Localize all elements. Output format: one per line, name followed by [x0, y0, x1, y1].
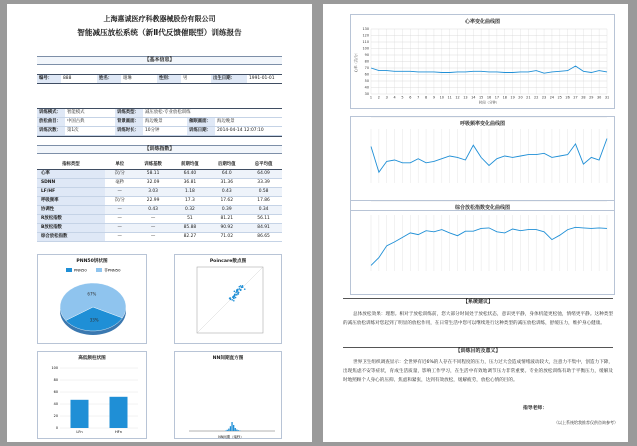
- poincare-point: [236, 294, 238, 296]
- chart-xtick: 18: [502, 95, 507, 100]
- indices-cell: 1.18: [172, 187, 209, 196]
- indices-metric-name: 呼吸频率: [37, 196, 105, 205]
- config-value: 中国古典: [67, 119, 85, 124]
- nn-histogram-bar: [231, 422, 232, 431]
- nn-histogram-bar: [227, 430, 228, 431]
- field-value: 1991-01-01: [247, 75, 282, 84]
- poincare-point: [239, 286, 241, 288]
- chart-xtick: 3: [385, 95, 388, 100]
- nn-histogram-bar: [235, 428, 236, 431]
- indices-cell: 22.99: [135, 196, 172, 205]
- lfhf-title: 高低频柱状图: [78, 356, 106, 361]
- pie-slice-label: 67%: [87, 291, 97, 297]
- pnn50-svg: [38, 255, 148, 345]
- indices-row: [37, 205, 282, 214]
- poincare-point: [238, 293, 240, 295]
- chart-ytick: 50: [364, 79, 369, 84]
- nn-histogram-bars: [225, 422, 241, 431]
- config-label: 训练次数：: [37, 127, 65, 136]
- relax-chart: [350, 200, 615, 295]
- indices-cell: 0.43: [135, 205, 172, 214]
- signature-label: 指导老师：: [523, 406, 547, 411]
- indices-cell: 3.03: [135, 187, 172, 196]
- poincare-point: [242, 286, 244, 288]
- indices-cell: —: [105, 214, 135, 223]
- relax-svg: [351, 201, 616, 296]
- field-label: 出生日期：: [211, 75, 247, 84]
- chart-ytick: 120: [362, 33, 369, 38]
- indices-header-cell: 单位: [105, 159, 135, 169]
- poincare-point: [244, 288, 246, 290]
- config-value: 10分钟: [145, 128, 160, 133]
- chart-xtick: 30: [596, 95, 602, 100]
- chart-xtick: 21: [526, 95, 531, 100]
- indices-cell: —: [135, 214, 172, 223]
- poincare-point: [233, 300, 235, 302]
- indices-metric-name: 协调性: [37, 205, 105, 214]
- indices-row: [37, 214, 282, 223]
- indices-cell: 64.0: [208, 169, 245, 178]
- lfhf-svg: [38, 352, 148, 440]
- chart-xtick: 11: [447, 95, 452, 100]
- config-label: 训练日期：: [187, 127, 215, 136]
- lfhf-ytick: 20: [53, 414, 58, 419]
- config-label: 放松曲目：: [37, 118, 65, 127]
- lfhf-ytick: 80: [53, 378, 58, 383]
- poincare-point: [242, 285, 244, 287]
- chart-xtick: 17: [494, 95, 500, 100]
- indices-row: [37, 187, 282, 196]
- basic-info-table: [37, 74, 282, 84]
- poincare-point: [235, 297, 237, 299]
- indices-row: [37, 178, 282, 187]
- indices-metric-name: LF/HF: [37, 187, 105, 196]
- relax-title: 综合放松指数变化曲线图: [454, 205, 510, 211]
- poincare-point: [231, 299, 233, 301]
- field-label: 性别：: [157, 75, 181, 84]
- chart-xtick: 12: [455, 95, 460, 100]
- indices-cell: 51: [172, 214, 209, 223]
- knowledge-heading: 【训练目的及意义】: [343, 347, 613, 356]
- lfhf-ytick: 60: [53, 390, 58, 395]
- indices-cell: 32.09: [135, 178, 172, 187]
- field-label: 编号：: [37, 75, 61, 84]
- chart-ytick: 130: [362, 27, 369, 32]
- basic-info-heading: 【基本信息】: [37, 56, 282, 65]
- suggestion-text: 总体放松效果：理想。相对于放松训练前，您大部分时间处于放松状态，意识更平静，身体机能更松弛，情绪更平静。这种类型的减压放松训练对您起到了明显的放松作用，在日常生活中您可以继续进行这种类型的减压放松训练，舒缓压力，维护身心健康。: [343, 312, 613, 326]
- chart-ytick: 110: [362, 40, 369, 45]
- config-label: 催眠画面：: [187, 118, 215, 127]
- indices-cell: 33.39: [245, 178, 282, 187]
- breath-svg: [351, 117, 616, 212]
- nn-histogram-chart: [174, 351, 282, 439]
- lfhf-bar: [71, 400, 89, 428]
- chart-ylabel: 心率（次/分）: [354, 50, 358, 73]
- chart-xtick: 7: [417, 95, 420, 100]
- footer-note: （以上系统给我推荐仅供咨询参考）: [554, 420, 618, 425]
- config-value: 2014-04-14 12:07:10: [217, 128, 264, 133]
- config-label: 训练模式：: [37, 109, 65, 118]
- poincare-point: [233, 297, 235, 299]
- report-title: 智能减压放松系统（新Ⅱ代反馈催眠型）训练报告: [77, 28, 242, 37]
- chart-xtick: 13: [463, 95, 468, 100]
- poincare-point: [236, 289, 238, 291]
- indices-cell: 71.02: [208, 232, 245, 241]
- poincare-point: [238, 292, 240, 294]
- training-indices-table: [37, 159, 282, 242]
- chart-xtick: 19: [510, 95, 515, 100]
- nn-histogram-bar: [228, 429, 229, 431]
- chart-xtick: 27: [573, 95, 578, 100]
- nn-histogram-bar: [233, 425, 234, 431]
- breath-chart: [350, 116, 615, 211]
- poincare-chart: [174, 254, 282, 344]
- chart-xtick: 1: [369, 95, 373, 100]
- indices-row: [37, 196, 282, 205]
- chart-ytick: 100: [362, 46, 369, 51]
- config-value: 第1次: [67, 128, 79, 133]
- lfhf-category-label: HFn: [114, 430, 123, 434]
- chart-xtick: 24: [549, 95, 555, 100]
- report-page-left: [7, 4, 312, 442]
- chart-xtick: 4: [393, 95, 396, 100]
- chart-xtick: 20: [518, 95, 523, 100]
- indices-header-cell: 后期均值: [208, 159, 245, 169]
- poincare-point: [234, 291, 236, 293]
- chart-xtick: 15: [478, 95, 484, 100]
- indices-cell: 17.86: [245, 196, 282, 205]
- chart-xlabel: 时间（分钟）: [478, 100, 500, 105]
- config-value: 智能模式: [67, 110, 85, 115]
- chart-ytick: 90: [364, 53, 369, 58]
- heart-rate-chart: [350, 14, 615, 109]
- chart-xtick: 14: [471, 95, 476, 100]
- indices-cell: 0.34: [245, 205, 282, 214]
- indices-cell: 90.92: [208, 223, 245, 232]
- indices-cell: 81.21: [208, 214, 245, 223]
- chart-xtick: 28: [581, 95, 586, 100]
- indices-cell: —: [105, 232, 135, 241]
- indices-cell: 0.58: [245, 187, 282, 196]
- legend-swatch-non-pnn50: [96, 268, 102, 272]
- config-label: 训练类型：: [115, 109, 143, 118]
- chart-xtick: 2: [377, 95, 380, 100]
- indices-metric-name: 心率: [37, 169, 105, 178]
- indices-cell: 58.11: [135, 169, 172, 178]
- indices-row: [37, 223, 282, 232]
- poincare-points: [229, 285, 246, 302]
- legend-label-pnn50: PNN50: [74, 267, 87, 273]
- poincare-point: [234, 294, 236, 296]
- heart-rate-title: 心率变化曲线图: [464, 19, 500, 25]
- report-page-right: [323, 4, 628, 442]
- indices-header-cell: 前期均值: [172, 159, 209, 169]
- poincare-point: [240, 289, 242, 291]
- nn-histogram-bar: [230, 426, 231, 431]
- indices-row: [37, 232, 282, 241]
- chart-ytick: 30: [364, 92, 369, 97]
- config-value: 海边晚景: [145, 119, 163, 124]
- lfhf-ytick: 0: [55, 426, 58, 431]
- indices-cell: 毫秒: [105, 178, 135, 187]
- poincare-title: Poincare散点图: [209, 259, 247, 264]
- indices-cell: —: [135, 232, 172, 241]
- chart-xtick: 22: [534, 95, 539, 100]
- breath-title: 呼吸频率变化曲线图: [459, 121, 505, 127]
- nn-histogram-bar: [238, 430, 239, 431]
- poincare-point: [235, 292, 237, 294]
- indices-cell: —: [135, 223, 172, 232]
- chart-xtick: 5: [401, 95, 404, 100]
- pnn50-chart: [37, 254, 147, 344]
- chart-xtick: 26: [565, 95, 570, 100]
- indices-row: [37, 169, 282, 178]
- indices-header-cell: 训练基数: [135, 159, 172, 169]
- heart-rate-svg: [351, 15, 616, 110]
- config-value: 减压放松-专业放松训练: [145, 110, 191, 115]
- legend-label-non-pnn50: 非PNN50: [104, 267, 121, 273]
- field-value: 男: [181, 75, 211, 84]
- chart-xtick: 29: [589, 95, 594, 100]
- chart-xtick: 10: [439, 95, 444, 100]
- lfhf-chart: [37, 351, 147, 439]
- poincare-point: [229, 297, 231, 299]
- training-config-table: [37, 108, 282, 137]
- indices-cell: 次/分: [105, 196, 135, 205]
- nn-histogram-title: NN间期直方图: [212, 356, 244, 361]
- indices-header-cell: 总平均值: [245, 159, 282, 169]
- indices-cell: 84.91: [245, 223, 282, 232]
- indices-cell: 64.40: [172, 169, 209, 178]
- indices-metric-name: 综合放松指数: [37, 232, 105, 241]
- indices-cell: 0.43: [208, 187, 245, 196]
- indices-cell: —: [105, 223, 135, 232]
- chart-xtick: 8: [424, 95, 428, 100]
- chart-xtick: 31: [604, 95, 610, 100]
- indices-cell: 82.27: [172, 232, 209, 241]
- chart-xtick: 16: [486, 95, 492, 100]
- lfhf-ytick: 100: [51, 366, 58, 371]
- indices-header-cell: 指标类型: [37, 159, 105, 169]
- indices-cell: —: [105, 187, 135, 196]
- pnn50-title: PNN50饼状图: [76, 259, 108, 264]
- pie-slices: [60, 283, 126, 335]
- suggestion-heading: 【系统建议】: [343, 298, 613, 307]
- indices-cell: 56.11: [245, 214, 282, 223]
- chart-ytick: 70: [364, 66, 369, 71]
- field-value: 谢琳: [121, 75, 157, 84]
- indices-cell: 85.88: [172, 223, 209, 232]
- indices-cell: 86.65: [245, 232, 282, 241]
- chart-ytick: 80: [364, 59, 369, 64]
- field-label: 姓名：: [97, 75, 121, 84]
- field-value: 888: [61, 75, 97, 84]
- config-label: 背景画面：: [115, 118, 143, 127]
- indices-cell: 64.09: [245, 169, 282, 178]
- org-name: 上海惠诚医疗科教器械股份有限公司: [103, 15, 216, 23]
- nn-histogram-bar: [236, 430, 237, 432]
- indices-cell: —: [105, 205, 135, 214]
- training-indices-heading: 【训练指数】: [37, 145, 282, 154]
- chart-xtick: 9: [432, 95, 436, 100]
- chart-xtick: 25: [557, 95, 562, 100]
- legend-swatch-pnn50: [66, 268, 72, 272]
- chart-xtick: 6: [409, 95, 412, 100]
- chart-ytick: 60: [364, 72, 369, 77]
- indices-cell: 17.3: [172, 196, 209, 205]
- indices-cell: 0.39: [208, 205, 245, 214]
- config-label: 训练时长：: [115, 127, 143, 136]
- indices-cell: 36.81: [172, 178, 209, 187]
- chart-ytick: 40: [364, 85, 369, 90]
- indices-metric-name: B放松指数: [37, 223, 105, 232]
- indices-metric-name: SDNN: [37, 178, 105, 187]
- pie-slice-label: 33%: [89, 317, 99, 323]
- poincare-svg: [175, 255, 283, 345]
- lfhf-bar: [110, 397, 128, 428]
- lfhf-ytick: 40: [53, 402, 58, 407]
- indices-cell: 31.36: [208, 178, 245, 187]
- nn-histogram-svg: [175, 352, 283, 440]
- indices-cell: 0.32: [172, 205, 209, 214]
- indices-cell: 17.62: [208, 196, 245, 205]
- indices-cell: 次/分: [105, 169, 135, 178]
- lfhf-category-label: LFn: [76, 430, 83, 434]
- knowledge-text: 世界卫生组织调查显示：全世界有近6%的人存在不同程度的压力，压力过大会造成情绪波动较大，注意力不集中，创造力下降，出现焦虑不安等症状，育成生活质量，影响工作学习，在生活中有效地调节压力非常重要。专业的放松训练有助于平衡压力，缓解及时地照顾个人身心的压抑、焦虑和紧张，达到有效放松，缓解疲劳，放松心情的目的。: [343, 360, 613, 383]
- config-value: 海边晚景: [217, 119, 235, 124]
- nn-histogram-xlabel: NN间期（毫秒）: [218, 435, 244, 439]
- chart-xtick: 23: [541, 95, 547, 100]
- indices-metric-name: R放松指数: [37, 214, 105, 223]
